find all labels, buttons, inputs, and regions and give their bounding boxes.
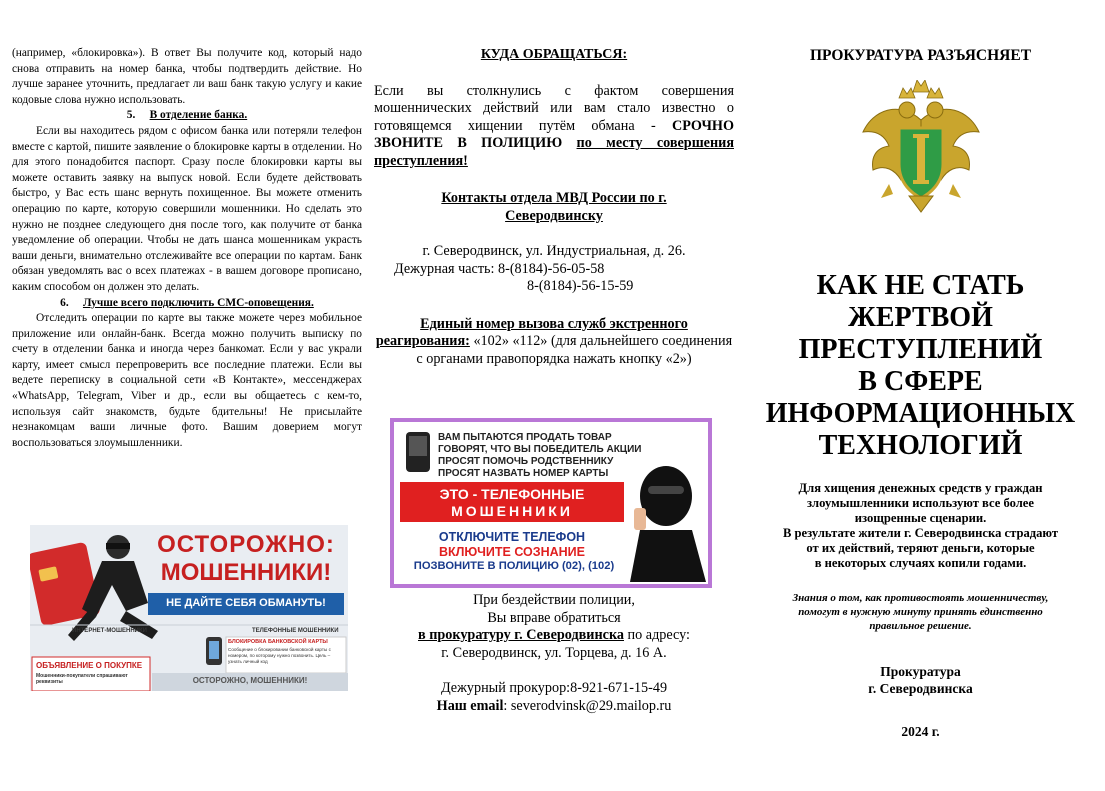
intro-line: В результате жители г. Северодвинска страдают	[782, 526, 1059, 540]
title-line: ЖЕРТВОЙ	[848, 302, 993, 333]
prosecutor-address: г. Северодвинск, ул. Торцева, д. 16 А.	[441, 644, 667, 661]
duty-line-2: 8-(8184)-56-15-59	[527, 278, 634, 294]
intro-line: Для хищения денежных средств у граждан	[798, 481, 1043, 495]
duty-phone-1: 8-(8184)-56-05-58	[498, 260, 605, 277]
card-purchase-title: ОБЪЯВЛЕНИЕ О ПОКУПКЕ	[36, 661, 143, 670]
email-value: : severodvinsk@29.mailop.ru	[503, 697, 672, 714]
fraud-line-2: ГОВОРЯТ, ЧТО ВЫ ПОБЕДИТЕЛЬ АКЦИИ	[438, 444, 642, 455]
fraud-line-3: ПРОСЯТ ПОМОЧЬ РОДСТВЕННИКУ	[438, 456, 614, 467]
italic-line: Знания о том, как противостоять мошенничеству,	[792, 592, 1049, 604]
italic-note	[748, 591, 1093, 633]
heading-number: 6.	[60, 296, 69, 309]
inaction-1: При бездействии полиции,	[473, 592, 635, 608]
left-column	[12, 46, 362, 451]
emergency-title: Единый номер вызова служб экстренного реагирования:	[375, 315, 688, 349]
title-line: ПРЕСТУПЛЕНИЙ	[798, 334, 1043, 365]
at-address: по адресу:	[627, 627, 690, 643]
card-block-title: БЛОКИРОВКА БАНКОВСКОЙ КАРТЫ	[228, 639, 328, 645]
banner-title-1: ОСТОРОЖНО:	[157, 531, 335, 558]
paragraph-code-confirm: (например, «блокировка»). В ответ Вы получите код, который надо снова отправить на номер банка, чтобы подтвердить действие. Но лучше заранее уточнить, предлагает ли ваш банк такую услугу и какие кодовые слова нужно использовать.	[12, 47, 362, 106]
email-label: Наш email	[436, 697, 504, 714]
duty-line-1	[374, 261, 734, 279]
heading-where-to-apply: КУДА ОБРАЩАТЬСЯ:	[480, 47, 628, 62]
signature	[748, 663, 1093, 697]
middle-column-lower	[374, 592, 734, 715]
email-line	[374, 698, 734, 716]
banner-subtitle: НЕ ДАЙТЕ СЕБЯ ОБМАНУТЬ!	[166, 597, 326, 609]
heading-title: В отделение банка.	[149, 109, 248, 122]
italic-line: помогут в нужную минуту принять единственно	[798, 606, 1043, 618]
prosecutor-office: в прокуратуру г. Северодвинска	[418, 627, 624, 643]
heading-number: 5.	[126, 109, 136, 122]
intro-line: в некоторых случаях копили годами.	[814, 556, 1027, 570]
inaction-2: Вы вправе обратиться	[487, 609, 621, 626]
title-line: КАК НЕ СТАТЬ	[816, 270, 1025, 301]
card-purchase-sub: Мошенники-покупатели спрашивают реквизиты	[36, 673, 128, 685]
emergency-block	[374, 316, 734, 369]
heading-bank-office	[12, 108, 362, 124]
advice-1: ОТКЛЮЧИТЕ ТЕЛЕФОН	[438, 530, 586, 544]
right-column	[748, 46, 1093, 740]
year: 2024 г.	[901, 724, 940, 739]
intro-text	[748, 481, 1093, 571]
advice-3: ПОЗВОНИТЕ В ПОЛИЦИЮ (02), (102)	[413, 560, 615, 572]
warning-banner-image	[30, 525, 348, 691]
middle-column	[374, 46, 734, 368]
main-title	[748, 270, 1093, 462]
paragraph-sms: Отследить операции по карте вы также можете через мобильное приложение или онлайн-банк. Всегда можно получить выписку по счету в отделении банка и иногда через банкомат. Если у вас украли карту, имеет смысл перепроверить все последние платежи. Если вы ведете переписку в социальной сети «В Контакте», мессенджерах «WhatsApp, Telegram, Viber и др., если вы общаетесь с кем-то, используя сайт знакомств, будьте бдительны! Не присылайте незнакомцам ваши личные фото. Вашим доверием могут воспользоваться злоумышленники.	[12, 312, 362, 449]
report-call: СРОЧНО ЗВОНИТЕ В ПОЛИЦИЮ	[374, 117, 734, 151]
duty-prosecutor: Дежурный прокурор:8-921-671-15-49	[440, 680, 668, 696]
red-title-2: МОШЕННИКИ	[451, 503, 573, 519]
report-text: Если вы столкнулись с фактом совершения мошеннических действий или вам стало известно о готовящемся хищении путём обмана -	[374, 82, 734, 134]
prosecutor-line	[374, 627, 734, 645]
signature-line-2: г. Северодвинска	[868, 681, 973, 696]
fraud-line-4: ПРОСЯТ НАЗВАТЬ НОМЕР КАРТЫ	[438, 468, 609, 479]
advice-2: ВКЛЮЧИТЕ СОЗНАНИЕ	[438, 545, 586, 559]
heading-sms	[12, 296, 362, 312]
report-place: по месту совершения преступления!	[374, 135, 734, 169]
duty-label: Дежурная часть:	[394, 260, 495, 277]
paragraph-report	[374, 83, 734, 171]
intro-line: от их действий, теряют деньги, которые	[806, 541, 1035, 555]
label-internet-fraud: ИНТЕРНЕТ-МОШЕННИКИ	[72, 628, 147, 634]
label-phone-fraud: ТЕЛЕФОННЫЕ МОШЕННИКИ	[252, 628, 339, 634]
signature-line-1: Прокуратура	[880, 664, 961, 679]
title-line: ТЕХНОЛОГИЙ	[818, 430, 1023, 461]
card-block-sub: Сообщение о блокировании банковской карты с номером, по которому нужно позвонить. Цель – узнать личный код	[228, 647, 331, 664]
red-title-1: ЭТО - ТЕЛЕФОННЫЕ	[439, 486, 585, 502]
heading-title: Лучше всего подключить СМС-оповещения.	[82, 296, 314, 309]
contacts-title: Контакты отдела МВД России по г. Северодвинску	[441, 190, 667, 224]
fraud-line-1: ВАМ ПЫТАЮТСЯ ПРОДАТЬ ТОВАР	[438, 432, 612, 443]
emblem-icon	[859, 80, 983, 216]
banner-title-2: МОШЕННИКИ!	[160, 559, 332, 586]
paragraph-bank-office: Если вы находитесь рядом с офисом банка или потеряли телефон вместе с картой, пишите заявление о блокировке карты в отделении. Но для этого понадобится паспорт. Сразу после блокировки карты вы можете оставить заявку на выпуск новой. Если будете действовать быстро, у Вас есть шанс вернуть похищенное. Вы можете отменить операцию по карте, которую совершили мошенники. Но сделать это нужно не позднее следующего дня после того, как получите от банка уведомление об операции. Чтобы не дать шанса мошенникам украсть ваши деньги, внимательно отслеживайте все операции по картам. Банк обязан уведомлять вас о всех платежах - в вашем договоре прописано, каким способом он должен это делать.	[12, 124, 362, 293]
emergency-numbers: «102» «112»	[473, 333, 548, 349]
title-line: ИНФОРМАЦИОННЫХ	[765, 398, 1076, 429]
intro-line: изощренные сценарии.	[854, 511, 987, 525]
italic-line: правильное решение.	[869, 620, 972, 632]
police-address: г. Северодвинск, ул. Индустриальная, д. 26.	[422, 243, 686, 259]
phone-fraud-banner-image	[390, 418, 712, 588]
emergency-note: (для дальнейшего соединения с органами правопорядка нажать кнопку «2»)	[416, 333, 733, 367]
banner-footer: ОСТОРОЖНО, МОШЕННИКИ!	[192, 676, 308, 685]
title-line: В СФЕРЕ	[858, 366, 983, 397]
intro-line: злоумышленники используют все более	[807, 496, 1034, 510]
header-prosecutor-explains: ПРОКУРАТУРА РАЗЪЯСНЯЕТ	[809, 47, 1032, 64]
